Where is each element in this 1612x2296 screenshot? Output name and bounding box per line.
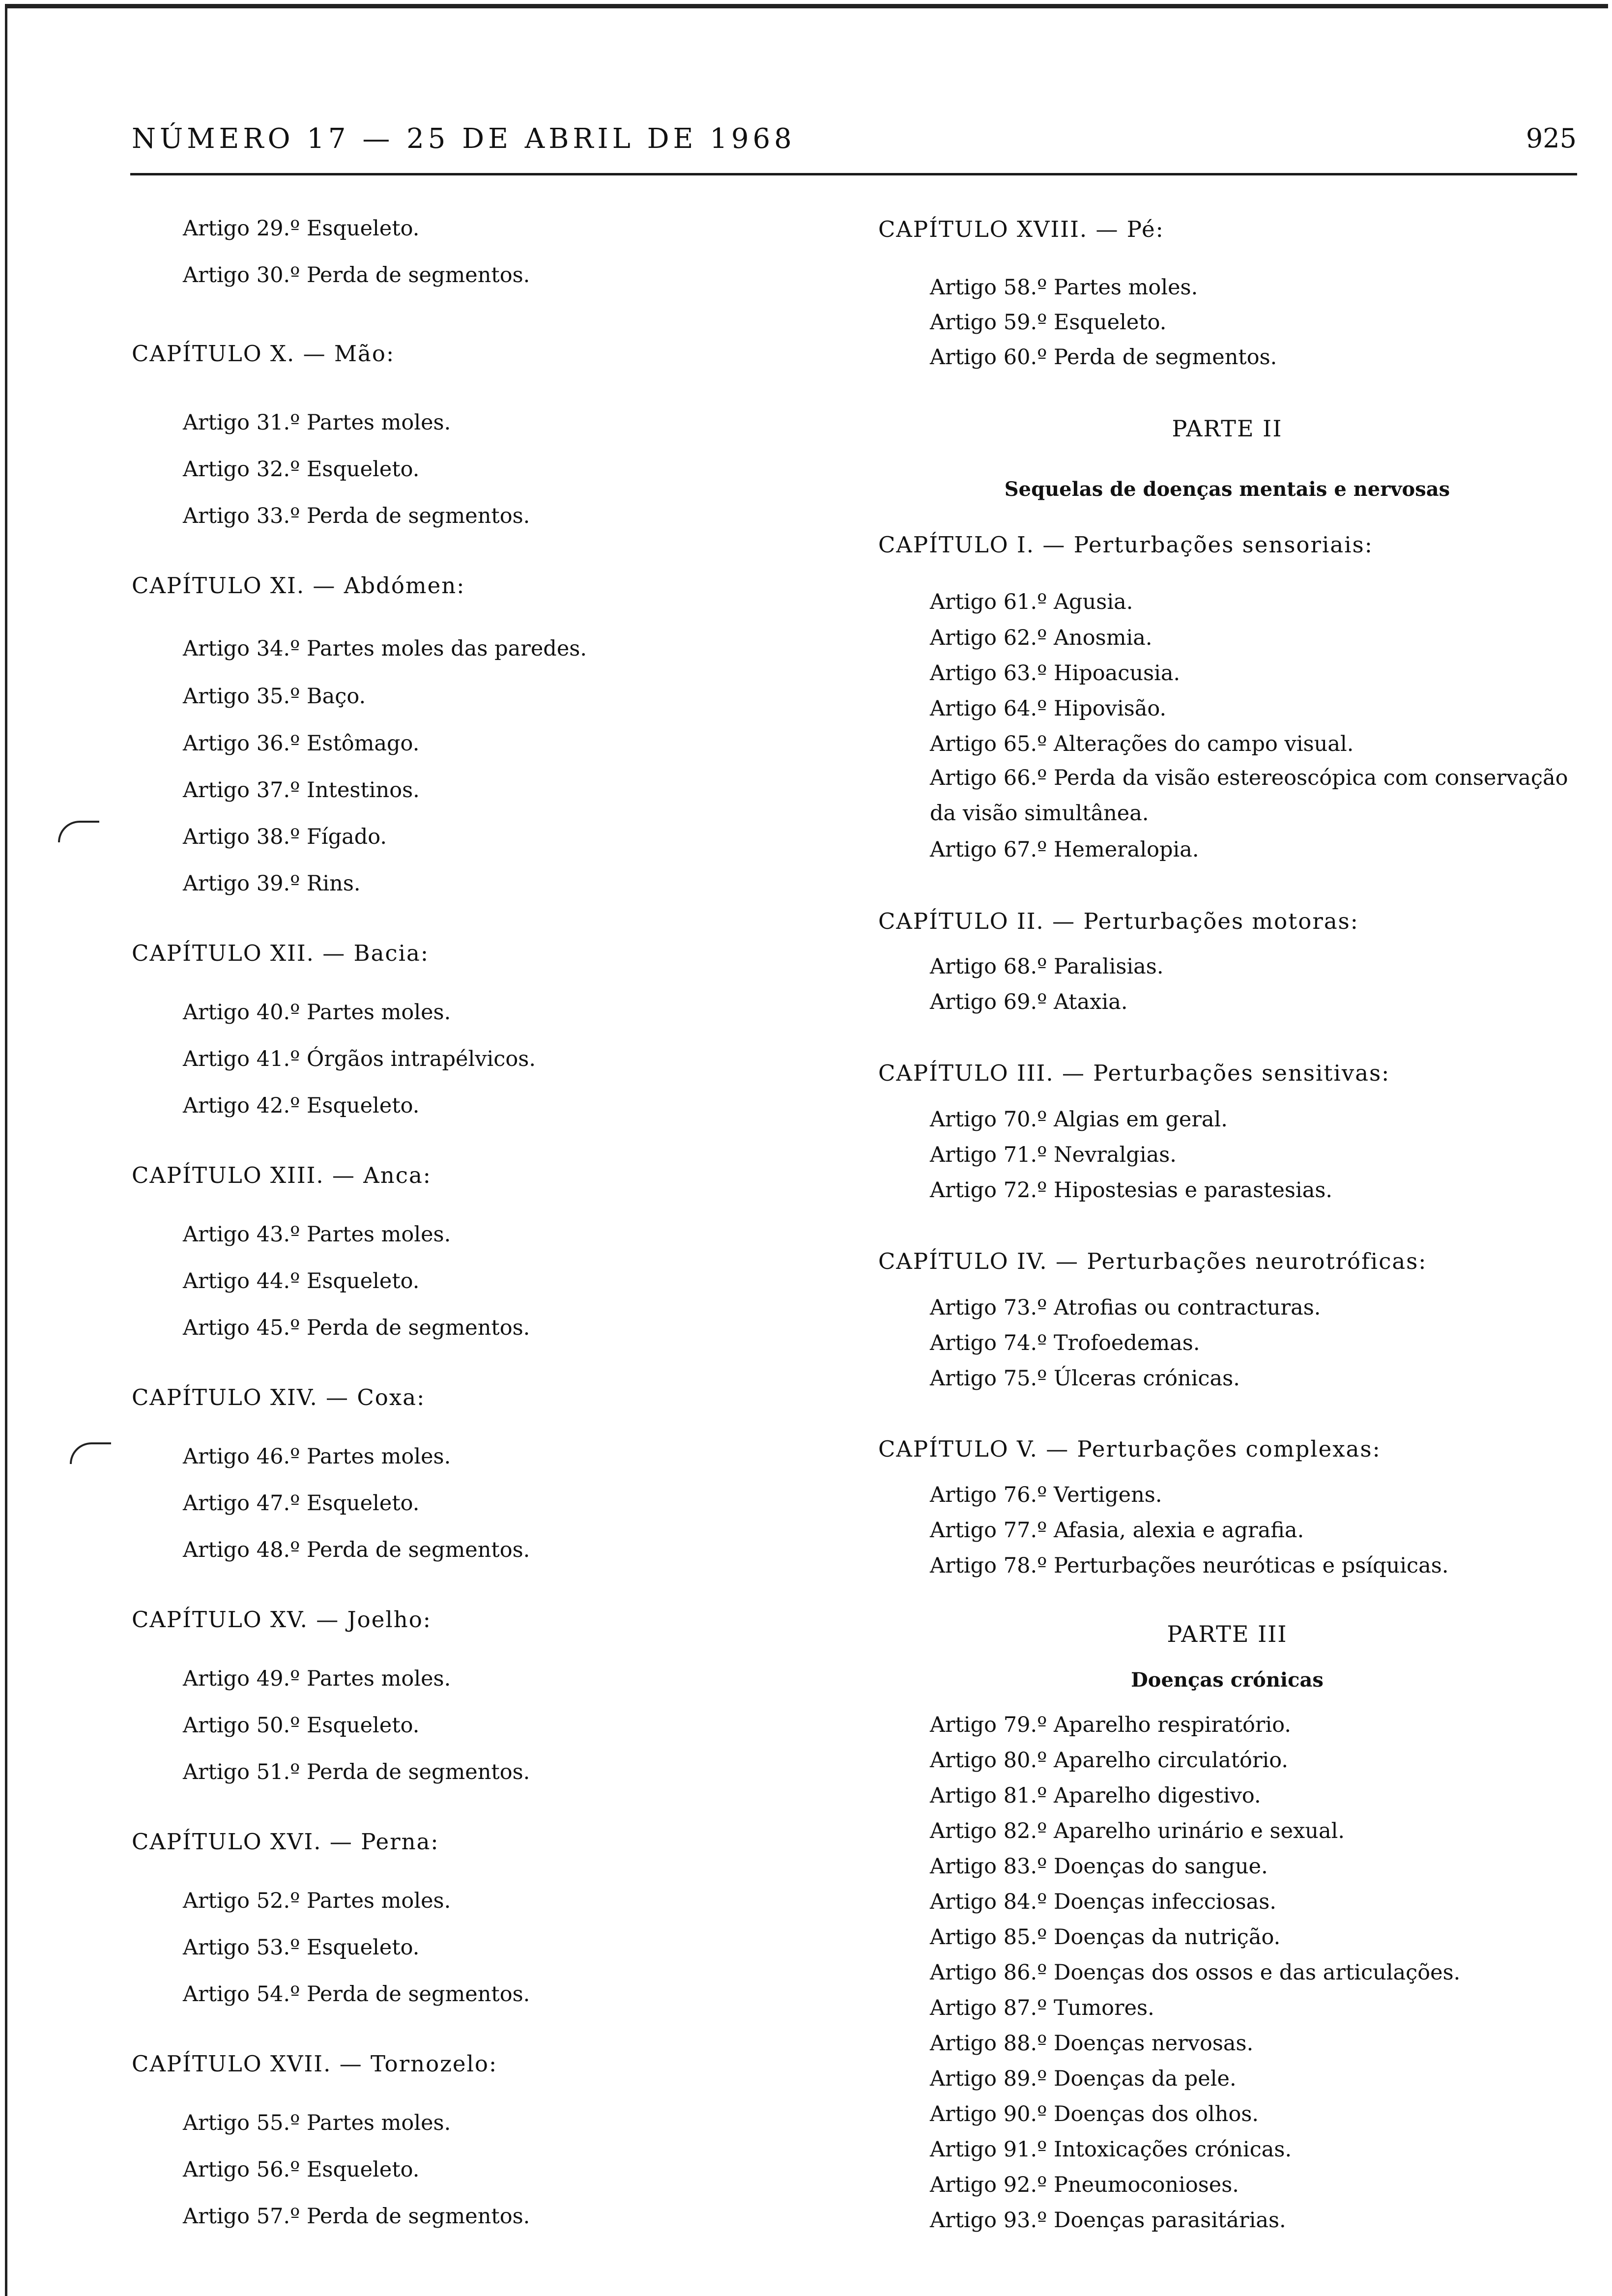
part-ii-chapter-iv: CAPÍTULO IV. — Perturbações neurotróficas: (878, 1248, 1427, 1274)
article-48: Artigo 48.º Perda de segmentos. (183, 1538, 530, 1562)
part-iii-subtitle: Doenças crónicas (1131, 1668, 1324, 1692)
article-79: Artigo 79.º Aparelho respiratório. (930, 1713, 1292, 1737)
article-84: Artigo 84.º Doenças infecciosas. (930, 1890, 1277, 1914)
article-74: Artigo 74.º Trofoedemas. (930, 1331, 1200, 1355)
article-49: Artigo 49.º Partes moles. (183, 1666, 451, 1691)
article-77: Artigo 77.º Afasia, alexia e agrafia. (930, 1518, 1304, 1543)
article-90: Artigo 90.º Doenças dos olhos. (930, 2102, 1259, 2126)
part-ii-chapter-i: CAPÍTULO I. — Perturbações sensoriais: (878, 532, 1373, 558)
article-56: Artigo 56.º Esqueleto. (183, 2157, 420, 2182)
chapter-xvii: CAPÍTULO XVII. — Tornozelo: (132, 2051, 498, 2077)
article-46: Artigo 46.º Partes moles. (183, 1444, 451, 1469)
article-72: Artigo 72.º Hipostesias e parastesias. (930, 1178, 1333, 1203)
part-ii-chapter-ii: CAPÍTULO II. — Perturbações motoras: (878, 908, 1359, 934)
article-62: Artigo 62.º Anosmia. (930, 626, 1152, 650)
article-38: Artigo 38.º Fígado. (183, 825, 387, 849)
article-60: Artigo 60.º Perda de segmentos. (930, 345, 1277, 370)
article-52: Artigo 52.º Partes moles. (183, 1889, 451, 1913)
part-ii-chapter-v: CAPÍTULO V. — Perturbações complexas: (878, 1436, 1381, 1462)
article-45: Artigo 45.º Perda de segmentos. (183, 1316, 530, 1340)
article-85: Artigo 85.º Doenças da nutrição. (930, 1925, 1281, 1950)
article-31: Artigo 31.º Partes moles. (183, 410, 451, 435)
article-64: Artigo 64.º Hipovisão. (930, 696, 1167, 721)
article-39: Artigo 39.º Rins. (183, 871, 361, 896)
article-42: Artigo 42.º Esqueleto. (183, 1093, 420, 1118)
article-71: Artigo 71.º Nevralgias. (930, 1143, 1177, 1167)
part-ii-title: PARTE II (1172, 415, 1283, 442)
article-89: Artigo 89.º Doenças da pele. (930, 2066, 1237, 2091)
article-92: Artigo 92.º Pneumoconioses. (930, 2173, 1239, 2197)
article-55: Artigo 55.º Partes moles. (183, 2111, 451, 2135)
article-36: Artigo 36.º Estômago. (183, 731, 420, 756)
article-50: Artigo 50.º Esqueleto. (183, 1713, 420, 1738)
article-29: Artigo 29.º Esqueleto. (183, 216, 420, 241)
article-47: Artigo 47.º Esqueleto. (183, 1491, 420, 1516)
article-83: Artigo 83.º Doenças do sangue. (930, 1854, 1268, 1879)
article-58: Artigo 58.º Partes moles. (930, 275, 1198, 300)
article-34: Artigo 34.º Partes moles das paredes. (183, 636, 587, 661)
article-40: Artigo 40.º Partes moles. (183, 1000, 451, 1025)
chapter-xv: CAPÍTULO XV. — Joelho: (132, 1607, 432, 1633)
article-32: Artigo 32.º Esqueleto. (183, 457, 420, 482)
article-69: Artigo 69.º Ataxia. (930, 990, 1128, 1014)
article-67: Artigo 67.º Hemeralopia. (930, 837, 1199, 862)
part-iii-title: PARTE III (1167, 1621, 1288, 1647)
article-82: Artigo 82.º Aparelho urinário e sexual. (930, 1819, 1345, 1843)
article-30: Artigo 30.º Perda de segmentos. (183, 263, 530, 287)
article-88: Artigo 88.º Doenças nervosas. (930, 2031, 1254, 2056)
article-75: Artigo 75.º Úlceras crónicas. (930, 1366, 1240, 1391)
article-68: Artigo 68.º Paralisias. (930, 954, 1164, 979)
article-35: Artigo 35.º Baço. (183, 684, 366, 709)
page-number: 925 (1526, 123, 1577, 154)
article-66: Artigo 66.º Perda da visão estereoscópica com conservação da visão simultânea. (930, 766, 1568, 826)
article-54: Artigo 54.º Perda de segmentos. (183, 1982, 530, 2007)
article-80: Artigo 80.º Aparelho circulatório. (930, 1748, 1289, 1773)
chapter-x: CAPÍTULO X. — Mão: (132, 341, 395, 367)
chapter-xiv: CAPÍTULO XIV. — Coxa: (132, 1384, 426, 1410)
article-65: Artigo 65.º Alterações do campo visual. (930, 732, 1354, 756)
article-76: Artigo 76.º Vertigens. (930, 1483, 1162, 1507)
header-rule (130, 173, 1577, 175)
article-41: Artigo 41.º Órgãos intrapélvicos. (183, 1047, 536, 1071)
article-43: Artigo 43.º Partes moles. (183, 1222, 451, 1247)
article-78: Artigo 78.º Perturbações neuróticas e psíquicas. (930, 1553, 1449, 1578)
part-ii-subtitle: Sequelas de doenças mentais e nervosas (1004, 478, 1450, 501)
chapter-xi: CAPÍTULO XI. — Abdómen: (132, 573, 465, 599)
page-header (132, 123, 1577, 154)
article-53: Artigo 53.º Esqueleto. (183, 1935, 420, 1960)
article-61: Artigo 61.º Agusia. (930, 590, 1133, 614)
article-91: Artigo 91.º Intoxicações crónicas. (930, 2137, 1292, 2162)
article-93: Artigo 93.º Doenças parasitárias. (930, 2208, 1286, 2233)
article-63: Artigo 63.º Hipoacusia. (930, 661, 1180, 686)
article-73: Artigo 73.º Atrofias ou contracturas. (930, 1295, 1321, 1320)
chapter-xiii: CAPÍTULO XIII. — Anca: (132, 1162, 432, 1188)
article-44: Artigo 44.º Esqueleto. (183, 1269, 420, 1293)
chapter-xii: CAPÍTULO XII. — Bacia: (132, 940, 429, 966)
part-ii-chapter-iii: CAPÍTULO III. — Perturbações sensitivas: (878, 1060, 1390, 1086)
article-33: Artigo 33.º Perda de segmentos. (183, 504, 530, 528)
article-59: Artigo 59.º Esqueleto. (930, 310, 1167, 335)
article-57: Artigo 57.º Perda de segmentos. (183, 2204, 530, 2229)
article-70: Artigo 70.º Algias em geral. (930, 1107, 1228, 1132)
chapter-xvi: CAPÍTULO XVI. — Perna: (132, 1829, 439, 1855)
chapter-xviii: CAPÍTULO XVIII. — Pé: (878, 216, 1164, 242)
article-81: Artigo 81.º Aparelho digestivo. (930, 1783, 1261, 1808)
article-37: Artigo 37.º Intestinos. (183, 778, 420, 803)
issue-title: NÚMERO 17 — 25 DE ABRIL DE 1968 (132, 123, 796, 155)
article-87: Artigo 87.º Tumores. (930, 1996, 1154, 2020)
article-51: Artigo 51.º Perda de segmentos. (183, 1760, 530, 1784)
article-86: Artigo 86.º Doenças dos ossos e das articulações. (930, 1960, 1461, 1985)
